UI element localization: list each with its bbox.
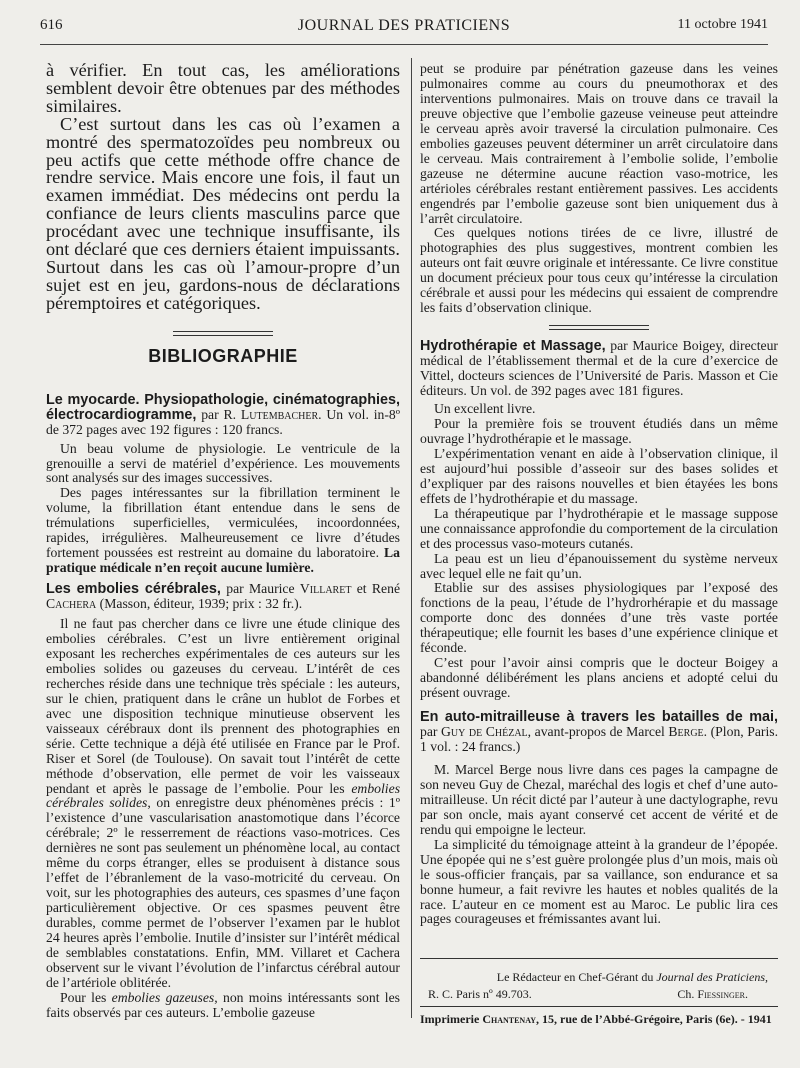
- header-rule: [40, 44, 768, 45]
- myocarde-paragraph-1: Un beau volume de physiologie. Le ventricule de la grenouille a servi de matériel d’expérience. Les mouvements sont analysés sur des images successives.: [46, 440, 400, 486]
- auto-foreword-author: Berge.: [668, 724, 708, 740]
- bibliographie-heading: BIBLIOGRAPHIE: [148, 345, 298, 366]
- auto-paragraph-1: M. Marcel Berge nous livre dans ces pages la campagne de son neveu Guy de Chezal, maréchal des logis et chef d’une auto-mitrailleuse. Un récit dicté par l’auteur à une dactylographe, revu par son oncle, mais ayant conservé cet accent de vérité et de rendu qui empoigne le lecteur.: [420, 761, 778, 837]
- auto-title: En auto-mitrailleuse à travers les batailles de mai,: [420, 709, 778, 726]
- column-divider: [411, 58, 412, 1018]
- auto-paragraph-2: La simplicité du témoignage atteint à la grandeur de l’épopée. Une épopée qui ne s’est guère prolongée plus d’un mois, mais où le sous-officier français, par sa vaillance, son endurance et sa bonne humeur, a fait revivre les hautes et nobles qualités de la race. L’auteur en ce moment est au Maroc. Le public lira ces pages courageuses et frémissantes avant lui.: [420, 836, 778, 927]
- embolies-paragraph-1-cont: , on enregistre deux phénomènes précis : 1º l’existence d’une vascularisation anastomotique dans l’écorce cérébrale; 2º le resserrement de réactions vaso-motrices. Ces dernières ne sont pas seulement un phénomène local, au contact même du corps étranger, elles se produisent à distance sous l’effet de l’ébranlement de la vaso-motricité du cerveau. On voit, sur les photographies des auteurs, ces spasmes d’une façon particulièrement objective. Or ces spasmes peuvent être durables, comme permet de l’observer l’examen par le hublot 24 heures après l’embolie. Inutile d’insister sur l’intérêt médical de semblables constatations. Enfin, MM. Villaret et Cachera observent sur le vivant l’évolution de l’infarctus cérébral autour de l’artériole oblitérée.: [46, 795, 400, 990]
- embolies-paragraph-2-start: Pour les: [60, 989, 107, 1005]
- myocarde-title: Le myocarde. Physiopathologie, cinématographies, électrocardiogramme,: [46, 391, 400, 423]
- myocarde-conclusion: La pratique médicale n’en reçoit aucune lumière.: [46, 545, 401, 576]
- embolies-gazeuses-emphasis: embolies gazeuses: [111, 989, 215, 1005]
- printer-name: Chantenay,: [482, 1012, 540, 1026]
- page-header: [40, 17, 768, 41]
- embolies-continuation-2: Ces quelques notions tirées de ce livre, illustré de photographies des plus suggestives, montrent combien les auteurs ont fait œuvre originale et intéressante. Ce livre constitue un document précieux pour tous ceux qu’intéresse la circulation cérébrale et aussi pour les médecins qui essaient de comprendre les faits d’observation clinique.: [420, 225, 778, 316]
- printer-line: [420, 1012, 778, 1027]
- myocarde-author: Lutembacher.: [240, 406, 322, 422]
- issue-date: 11 octobre 1941: [677, 17, 768, 32]
- auto-foreword: avant-propos de Marcel: [534, 724, 665, 740]
- footer-rule-top: [420, 958, 778, 959]
- myocarde-paragraph-2: [46, 486, 400, 576]
- editor-journal: Journal des Praticiens,: [656, 970, 768, 984]
- hydro-paragraph-1: Un excellent livre.: [434, 401, 536, 417]
- hydro-title: Hydrothérapie et Massage,: [420, 338, 606, 355]
- embolies-author-1: Villaret: [299, 581, 352, 597]
- section-divider: [173, 331, 273, 336]
- registry-line: [420, 987, 778, 1002]
- embolies-entry: [46, 582, 400, 612]
- journal-title: JOURNAL DES PRATICIENS: [297, 17, 511, 34]
- hydro-paragraph-3: L’expérimentation venant en aide à l’observation clinique, il est aujourd’hui possible d’asseoir sur des bases solides et d’expliquer par des raisons nouvelles et bien étayées les bons effets de l’hydrothérapie et du massage.: [420, 445, 778, 506]
- left-column: [46, 62, 400, 1021]
- hydro-entry: [420, 339, 778, 399]
- hydro-paragraph-5: La peau est un lieu d’épanouissement du système nerveux avec lequel elle ne fait qu’un.: [420, 550, 778, 581]
- embolies-paragraph-2: [46, 991, 400, 1021]
- myocarde-details: Un vol. in-8º de 372 pages avec 192 figures : 120 francs.: [46, 406, 400, 437]
- embolies-solides-emphasis: embolies cérébrales solides: [46, 780, 401, 811]
- editor-line: [420, 970, 778, 985]
- auto-by: par: [420, 724, 438, 740]
- myocarde-paragraph-2-text: Des pages intéressantes sur la fibrillation terminent le volume, la fibrillation étant entendue dans le sens de trémulations superficielles, vermiculées, incoordonnées, rapides, irrégulières. Malheureusement ce livre d’études fortement poussées est restreint au domaine du laboratoire.: [46, 485, 400, 561]
- myocarde-by: par R.: [201, 406, 237, 422]
- auto-author: Guy de Chézal,: [441, 724, 532, 740]
- page-number: 616: [40, 17, 63, 33]
- printer-prefix: Imprimerie: [420, 1012, 480, 1026]
- embolies-details: (Masson, éditeur, 1939; prix : 32 fr.).: [99, 596, 303, 612]
- auto-details: (Plon, Paris. 1 vol. : 24 francs.): [420, 724, 779, 754]
- embolies-by: par Maurice: [226, 581, 295, 597]
- editor-name-first: Ch.: [677, 987, 695, 1001]
- embolies-paragraph-1-text: Il ne faut pas chercher dans ce livre une étude clinique des embolies cérébrales. C’est un livre entièrement original exposant les recherches expérimentales de ces auteurs sur les embolies solides ou gazeuses du cerveau. L’intérêt de ces recherches réside dans une technique très spéciale : les auteurs, sur le chien, pratiquent dans le crâne un hublot de Forbes et avec une disposition technique minutieuse observent les vaisseaux cérébraux dont ils prennent des photographies en série. Cette technique a déjà été utilisée en France par le Prof. Riser et Sorel (de Toulouse). On savait tout l’intérêt de cette méthode d’observation, elle permet de voir les vaisseaux pendant et après le passage de l’embolie. Pour les: [46, 616, 400, 796]
- intro-paragraph-2: C’est surtout dans les cas où l’examen a montré des spermatozoïdes peu nombreux ou peu actifs que cette méthode offre chance de rendre service. Mais encore une fois, il faut un examen immédiat. Des médecins ont perdu la confiance de leurs clients masculins parce que procédant avec une technique insuffisante, ils ont déclaré que ces derniers étaient impuissants. Surtout dans les cas où l’amour-propre d’un sujet est en jeu, gardons-nous de déclarations péremptoires et catégoriques.: [46, 113, 400, 313]
- embolies-paragraph-2-cont: , non moins intéressants sont les faits observés par ces auteurs. L’embolie gazeuse: [46, 989, 400, 1020]
- editor-prefix: Le Rédacteur en Chef-Gérant du: [496, 970, 654, 984]
- embolies-and: et René: [356, 581, 401, 597]
- editor-name: [677, 987, 748, 1002]
- myocarde-entry: [46, 393, 400, 438]
- hydro-details: par Maurice Boigey, directeur médical de l’établissement thermal et de la cure d’exercice de Vittel, docteurs sciences de l’Université de Paris. Masson et Cie éditeurs. Un vol. de 392 pages avec 181 figures.: [420, 338, 778, 399]
- right-column: [420, 62, 778, 927]
- hydro-paragraph-4: La thérapeutique par l’hydrothérapie et le massage suppose une connaissance approfondie du comportement de la circulation et des processus vaso-moteurs cutanés.: [420, 505, 778, 551]
- embolies-title: Les embolies cérébrales,: [46, 581, 221, 598]
- hydro-paragraph-7: C’est pour l’avoir ainsi compris que le docteur Boigey a abandonné délibérément les plans anciens et adopté celui du présent ouvrage.: [420, 655, 778, 701]
- embolies-author-2: Cachera: [46, 596, 97, 612]
- intro-paragraph-1: à vérifier. En tout cas, les améliorations semblent devoir être obtenues par des méthodes similaires.: [46, 60, 400, 116]
- hydro-paragraph-2: Pour la première fois se trouvent étudiés dans un même ouvrage l’hydrothérapie et le massage.: [420, 415, 778, 446]
- printer-address: 15, rue de l’Abbé-Grégoire, Paris (6e). - 1941: [542, 1012, 772, 1026]
- hydro-paragraph-6: Etablie sur des assises physiologiques par l’exposé des fonctions de la peau, l’étude de l’hydrorhérapie et du massage comporte donc des données d’une très vaste portée thérapeutique; elle fournit les bases d’une expérience clinique et féconde.: [420, 580, 778, 656]
- auto-entry: [420, 710, 778, 755]
- embolies-continuation-1: peut se produire par pénétration gazeuse dans les veines pulmonaires comme au cours du pneumothorax et des interventions pulmonaires. Mais on trouve dans ce travail la preuve objective que l’embolie gazeuse veineuse peut atteindre le cerveau après avoir traversé la circulation pulmonaire. Ces embolies gazeuses peuvent déterminer un arrêt circulatoire dans le cerveau. Mais contrairement à l’embolie solide, l’embolie gazeuse ne détermine aucune réaction vaso-motrice, les artérioles cérébrales restant entièrement passives. Les accidents engendrés par l’embolie gazeuse sont bien uniquement dus à l’arrêt circulatoire.: [420, 61, 778, 226]
- footer-rule-bottom: [420, 1006, 778, 1007]
- editor-name-last: Fiessinger.: [697, 987, 748, 1001]
- embolies-paragraph-1: [46, 617, 400, 991]
- entry-divider: [549, 325, 649, 330]
- registry-number: R. C. Paris nº 49.703.: [428, 987, 532, 1001]
